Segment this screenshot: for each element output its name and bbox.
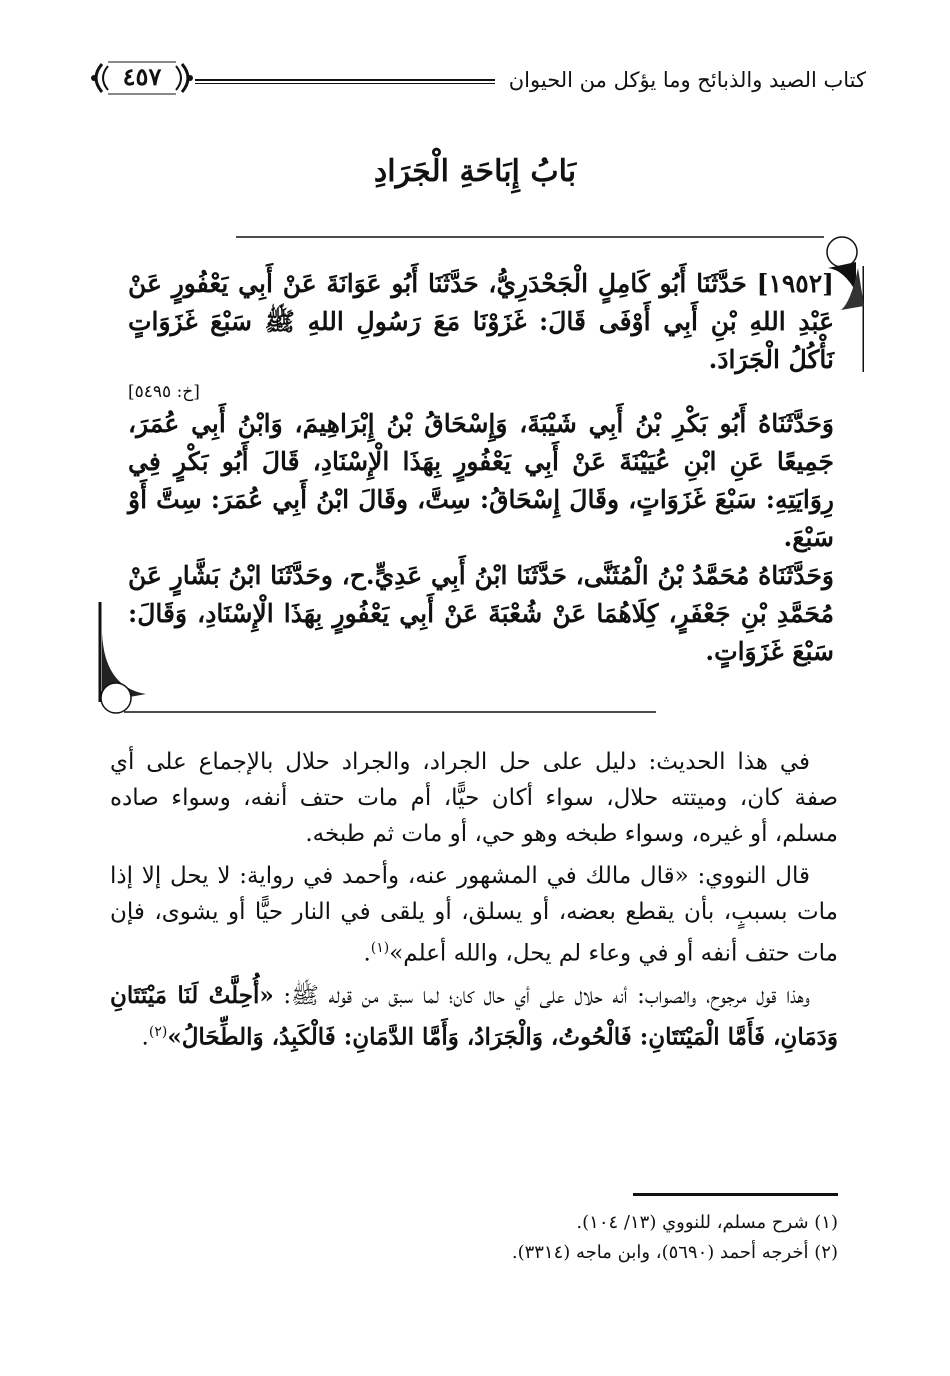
footnote: (٢) أخرجه أحمد (٥٦٩٠)، وابن ماجه (٣٣١٤). <box>511 1242 838 1263</box>
nawawi-quote: قال النووي: «قال مالك في المشهور عنه، وأحمد في رواية: لا يحل إلا إذا مات بسببٍ، بأن يقطع بعضه، أو يسلق، أو يلقى في النار حيًّا أو يشوى، فإن مات حتف أنفه أو في وعاء لم يحل، والله أعلم» <box>110 863 838 967</box>
chapter-title: بَابُ إِبَاحَةِ الْجَرَادِ <box>373 154 577 189</box>
page-number-ornament <box>86 56 198 100</box>
hadith-text <box>128 265 834 671</box>
footnote-marker: (٢) <box>148 1023 168 1040</box>
punctuation: . <box>141 1024 149 1051</box>
punctuation: . <box>363 940 371 967</box>
page-number: ٤٥٧ <box>122 62 162 91</box>
running-title: كتاب الصيد والذبائح وما يؤكل من الحيوان <box>508 68 866 92</box>
prophetic-quote: «أُحِلَّتْ لَنَا مَيْتَتَانِ وَدَمَانِ، فَأَمَّا الْمَيْتَتَانِ: فَالْحُوتُ، وَالْجَرَادُ، وَأَمَّا الدَّمَانِ: فَالْكَبِدُ، وَالطِّحَالُ» <box>110 981 838 1051</box>
hadith-paragraph: وَحَدَّثَنَاهُ أَبُو بَكْرِ بْنُ أَبِي شَيْبَةَ، وَإِسْحَاقُ بْنُ إِبْرَاهِيمَ، وَابْنُ أَبِي عُمَرَ، جَمِيعًا عَنِ ابْنِ عُيَيْنَةَ عَنْ أَبِي يَعْفُورٍ بِهَذَا الْإِسْنَادِ، قَالَ أَبُو بَكْرٍ فِي رِوَايَتِهِ: سَبْعَ غَزَوَاتٍ، وقَالَ إِسْحَاقُ: سِتَّ، وقَالَ ابْنُ أَبِي عُمَرَ: سِتَّ أَوْ سَبْعَ. <box>128 409 834 552</box>
footnote-rule <box>633 1193 838 1196</box>
commentary-text-run: وهذا قول مرجوح، والصواب: أنه حلال على أي حال كان؛ لما سبق من قوله ﷺ: <box>273 982 810 1009</box>
hadith-paragraph: وَحَدَّثَنَاهُ مُحَمَّدُ بْنُ الْمُثَنَّى، حَدَّثَنَا ابْنُ أَبِي عَدِيٍّ.ح، وحَدَّثَنَا ابْنُ بَشَّارٍ عَنْ مُحَمَّدِ بْنِ جَعْفَرٍ، كِلَاهُمَا عَنْ شُعْبَةَ عَنْ أَبِي يَعْفُورٍ بِهَذَا الْإِسْنَادِ، وَقَالَ: سَبْعَ غَزَوَاتٍ. <box>128 561 834 666</box>
hadith-paragraph: [١٩٥٢] حَدَّثَنَا أَبُو كَامِلٍ الْجَحْدَرِيُّ، حَدَّثَنَا أَبُو عَوَانَةَ عَنْ أَبِي يَعْفُورٍ عَنْ عَبْدِ اللهِ بْنِ أَبِي أَوْفَى قَالَ: غَزَوْنَا مَعَ رَسُولِ اللهِ ﷺ سَبْعَ غَزَوَاتٍ نَأْكُلُ الْجَرَادَ. <box>128 269 834 374</box>
commentary-paragraph <box>110 978 838 1056</box>
commentary-text <box>110 744 838 1061</box>
footnotes <box>110 1208 838 1268</box>
commentary-paragraph: في هذا الحديث: دليل على حل الجراد، والجراد حلال بالإجماع على أي صفة كان، وميتته حلال، سواء أكان حيًّا، أم مات حتف أنفه، وسواء صاده مسلم، أو غيره، وسواء طبخه وهو حي، أو مات ثم طبخه. <box>110 749 838 847</box>
footnote: (١) شرح مسلم، للنووي (١٣/ ١٠٤). <box>576 1212 838 1233</box>
hadith-reference: [خ: ٥٤٩٥] <box>128 382 200 402</box>
footnote-marker: (١) <box>370 940 390 956</box>
commentary-paragraph <box>110 858 838 972</box>
header-rule <box>195 79 495 84</box>
